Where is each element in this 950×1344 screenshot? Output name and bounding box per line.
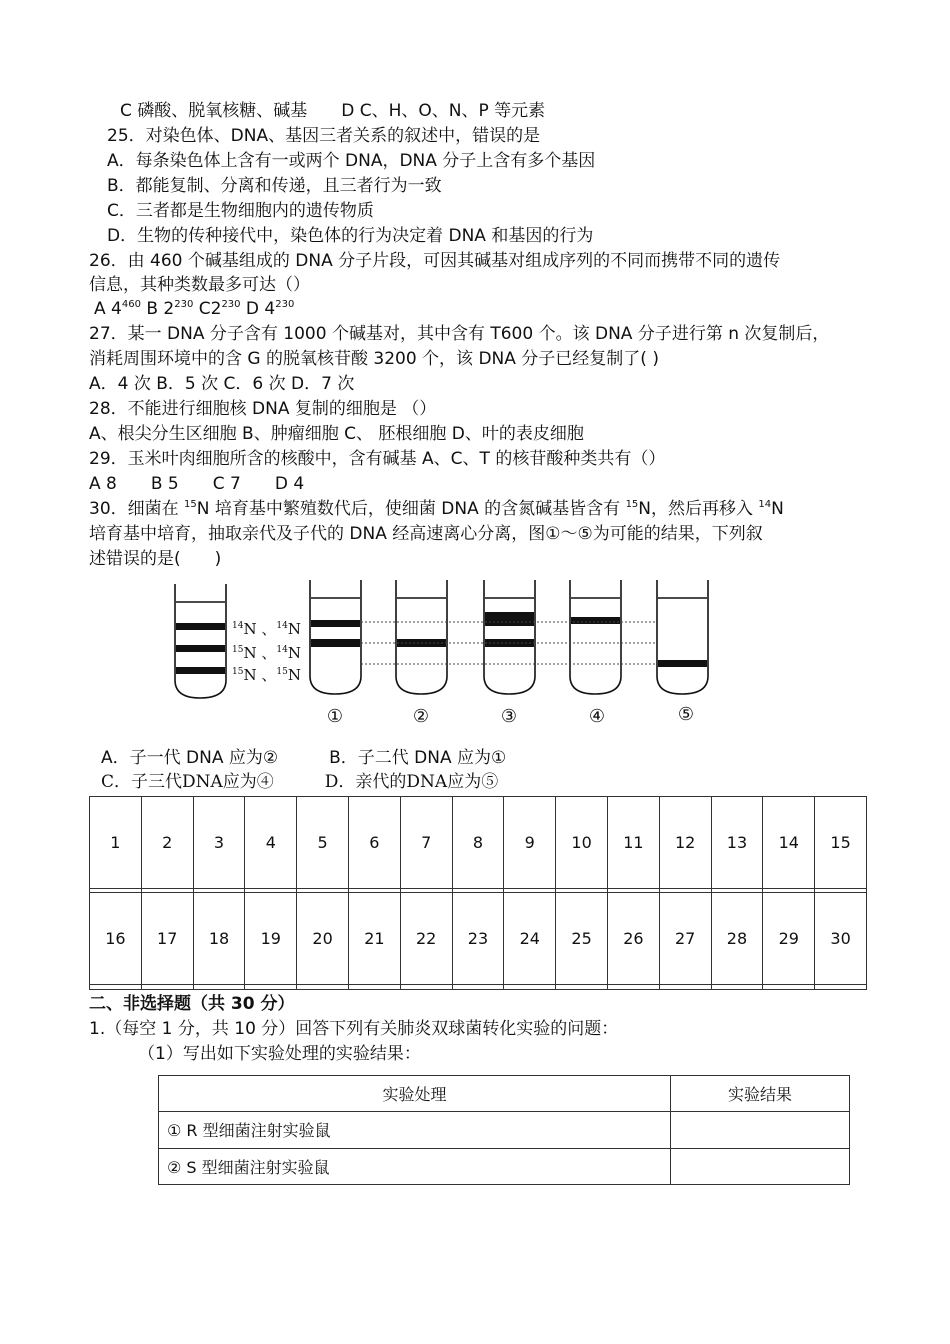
answer-grid-numbers-16-30: 16 17 18 19 20 21 22 23 24 25 26 27 28 29 30 — [90, 893, 867, 985]
problem-1-sub-1: （1）写出如下实验处理的实验结果： — [138, 1044, 421, 1064]
q25-option-a: A．每条染色体上含有一或两个 DNA，DNA 分子上含有多个基因 — [107, 151, 596, 171]
band-label-15-15: $^{15}$N 、$^{15}$N — [232, 666, 301, 684]
answer-grid-numbers-1-15: 1 2 3 4 5 6 7 8 9 10 11 12 13 14 15 — [90, 797, 867, 889]
tube-2 — [396, 580, 447, 694]
q30-options-cd: C．子三代DNA应为④ D．亲代的DNA应为⑤ — [101, 772, 499, 792]
q24-options-cd: C 磷酸、脱氧核糖、碱基 D C、H、O、N、P 等元素 — [120, 101, 546, 121]
result-cell[interactable] — [671, 1148, 850, 1184]
question-29: 29．玉米叶肉细胞所含的核酸中，含有碱基 A、C、T 的核苷酸种类共有（） — [89, 449, 666, 469]
band-ref-14-14 — [176, 623, 225, 630]
band-tube4-upper — [571, 617, 620, 624]
question-27-line2: 消耗周围环境中的含 G 的脱氧核苷酸 3200 个，该 DNA 分子已经复制了( ) — [89, 349, 659, 369]
answer-cell[interactable] — [607, 985, 659, 990]
answer-cell[interactable] — [141, 985, 193, 990]
band-ref-15-14 — [176, 645, 225, 652]
answer-cell[interactable] — [245, 985, 297, 990]
question-28: 28．不能进行细胞核 DNA 复制的细胞是 （） — [89, 399, 437, 419]
experiment-row — [159, 1112, 850, 1148]
result-cell[interactable] — [671, 1112, 850, 1148]
band-tube5-lower — [658, 660, 707, 667]
header-result: 实验结果 — [671, 1076, 850, 1112]
answer-cell[interactable] — [763, 985, 815, 990]
answer-cell[interactable] — [348, 985, 400, 990]
tube-label-3: ③ — [500, 706, 518, 727]
band-ref-15-15 — [176, 667, 225, 674]
tube-1 — [310, 580, 361, 694]
header-treatment: 实验处理 — [159, 1076, 671, 1112]
band-label-14-14: $^{14}$N 、$^{14}$N — [232, 620, 301, 638]
band-tube1-middle — [311, 639, 360, 647]
answer-cell[interactable] — [297, 985, 349, 990]
answer-grid-blank-16-30 — [90, 985, 867, 990]
tube-label-4: ④ — [588, 706, 606, 727]
q25-option-d: D．生物的传种接代中，染色体的行为决定着 DNA 和基因的行为 — [107, 226, 594, 246]
reference-tube — [175, 584, 226, 698]
treatment-cell: ① R 型细菌注射实验鼠 — [159, 1112, 671, 1148]
q29-options: A 8 B 5 C 7 D 4 — [89, 474, 305, 494]
question-30-line3: 述错误的是( ) — [89, 549, 222, 569]
answer-cell[interactable] — [711, 985, 763, 990]
tube-label-2: ② — [412, 706, 430, 727]
answer-cell[interactable] — [193, 985, 245, 990]
tube-label-1: ① — [326, 706, 344, 727]
tube-5 — [657, 580, 708, 694]
answer-grid — [89, 796, 867, 990]
question-26-line1: 26．由 460 个碱基组成的 DNA 分子片段，可因其碱基对组成序列的不同而携带不同的遗传 — [89, 251, 781, 271]
answer-cell[interactable] — [400, 985, 452, 990]
experiment-table-header — [159, 1076, 850, 1112]
answer-cell[interactable] — [90, 985, 142, 990]
question-30-line1: 30．细菌在 $^{15}$N 培育基中繁殖数代后，使细菌 DNA 的含氮碱基皆含有 $^{15}$N，然后再移入 $^{14}$N — [89, 499, 784, 519]
q26-options: A $4^{460}$ B $2^{230}$ $C2^{230}$ D $4^{230}$ — [94, 299, 295, 319]
question-27-line1: 27．某一 DNA 分子含有 1000 个碱基对，其中含有 T600 个。该 DNA 分子进行第 n 次复制后， — [89, 324, 830, 344]
experiment-table — [158, 1075, 850, 1185]
q28-options: A、根尖分生区细胞 B、肿瘤细胞 C、 胚根细胞 D、叶的表皮细胞 — [89, 424, 584, 444]
problem-1: 1.（每空 1 分，共 10 分）回答下列有关肺炎双球菌转化实验的问题： — [89, 1019, 619, 1039]
tube-3 — [484, 580, 535, 694]
tube-4 — [570, 580, 621, 694]
q30-options-ab: A．子一代 DNA 应为② B．子二代 DNA 应为① — [101, 748, 507, 768]
q25-option-c: C．三者都是生物细胞内的遗传物质 — [107, 201, 374, 221]
answer-cell[interactable] — [556, 985, 608, 990]
band-tube1-upper — [311, 620, 360, 627]
answer-cell[interactable] — [504, 985, 556, 990]
question-26-line2: 信息，其种类数最多可达（） — [89, 275, 310, 295]
band-label-15-14: $^{15}$N 、$^{14}$N — [232, 644, 301, 662]
answer-cell[interactable] — [815, 985, 867, 990]
answer-cell[interactable] — [659, 985, 711, 990]
q27-options: A．4 次 B．5 次 C．6 次 D．7 次 — [89, 374, 355, 394]
section-2-title: 二、非选择题（共 30 分） — [89, 994, 295, 1014]
answer-cell[interactable] — [452, 985, 504, 990]
experiment-row — [159, 1148, 850, 1184]
band-tube3-upper — [485, 612, 534, 626]
q25-option-b: B．都能复制、分离和传递，且三者行为一致 — [107, 176, 442, 196]
question-30-line2: 培育基中培育，抽取亲代及子代的 DNA 经高速离心分离，图①～⑤为可能的结果，下列叙 — [89, 524, 763, 544]
tube-label-5: ⑤ — [677, 704, 695, 725]
question-25: 25．对染色体、DNA、基因三者关系的叙述中，错误的是 — [107, 126, 541, 146]
treatment-cell: ② S 型细菌注射实验鼠 — [159, 1148, 671, 1184]
